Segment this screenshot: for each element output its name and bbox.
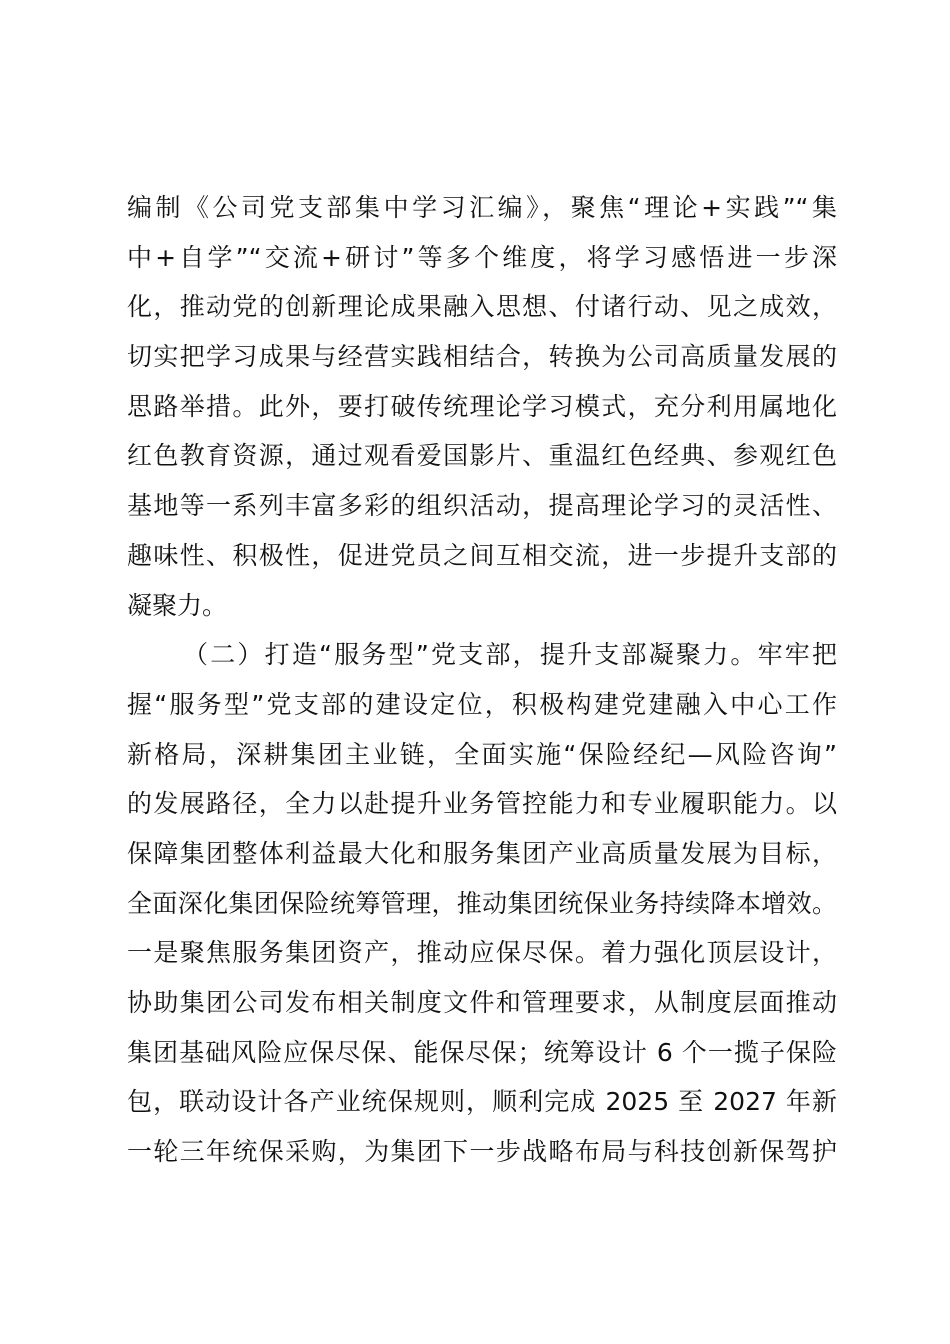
text-line: 思路举措。此外，要打破传统理论学习模式，充分利用属地化 bbox=[127, 391, 837, 421]
text-line: 保障集团整体利益最大化和服务集团产业高质量发展为目标， bbox=[127, 838, 837, 868]
section-heading-line: （二）打造“服务型”党支部，提升支部凝聚力。牢牢把 bbox=[183, 640, 837, 670]
body-text bbox=[127, 183, 837, 1177]
text-line: 中+自学”“交流+研讨”等多个维度，将学习感悟进一步深 bbox=[127, 242, 837, 272]
text-line: 一是聚焦服务集团资产，推动应保尽保。着力强化顶层设计， bbox=[127, 938, 837, 968]
text-line: 包，联动设计各产业统保规则，顺利完成 2025 至 2027 年新 bbox=[127, 1087, 837, 1117]
text-line: 全面深化集团保险统筹管理，推动集团统保业务持续降本增效。 bbox=[127, 888, 837, 918]
text-line: 编制《公司党支部集中学习汇编》，聚焦“理论+实践”“集 bbox=[127, 193, 837, 222]
text-line: 凝聚力。 bbox=[127, 590, 228, 620]
text-line: 切实把学习成果与经营实践相结合，转换为公司高质量发展的 bbox=[127, 342, 837, 372]
text-line: 基地等一系列丰富多彩的组织活动，提高理论学习的灵活性、 bbox=[127, 491, 837, 521]
text-line: 协助集团公司发布相关制度文件和管理要求，从制度层面推动 bbox=[127, 988, 837, 1017]
text-line: 新格局，深耕集团主业链，全面实施“保险经纪—风险咨询” bbox=[127, 739, 837, 769]
text-line: 握“服务型”党支部的建设定位，积极构建党建融入中心工作 bbox=[127, 689, 837, 719]
text-line: 集团基础风险应保尽保、能保尽保；统筹设计 6 个一揽子保险 bbox=[127, 1037, 837, 1067]
text-line: 化，推动党的创新理论成果融入思想、付诸行动、见之成效， bbox=[127, 292, 837, 322]
text-line: 红色教育资源，通过观看爱国影片、重温红色经典、参观红色 bbox=[127, 441, 837, 471]
text-line: 一轮三年统保采购，为集团下一步战略布局与科技创新保驾护 bbox=[127, 1137, 837, 1167]
text-line: 的发展路径，全力以赴提升业务管控能力和专业履职能力。以 bbox=[127, 789, 837, 819]
text-line: 趣味性、积极性，促进党员之间互相交流，进一步提升支部的 bbox=[127, 540, 837, 570]
